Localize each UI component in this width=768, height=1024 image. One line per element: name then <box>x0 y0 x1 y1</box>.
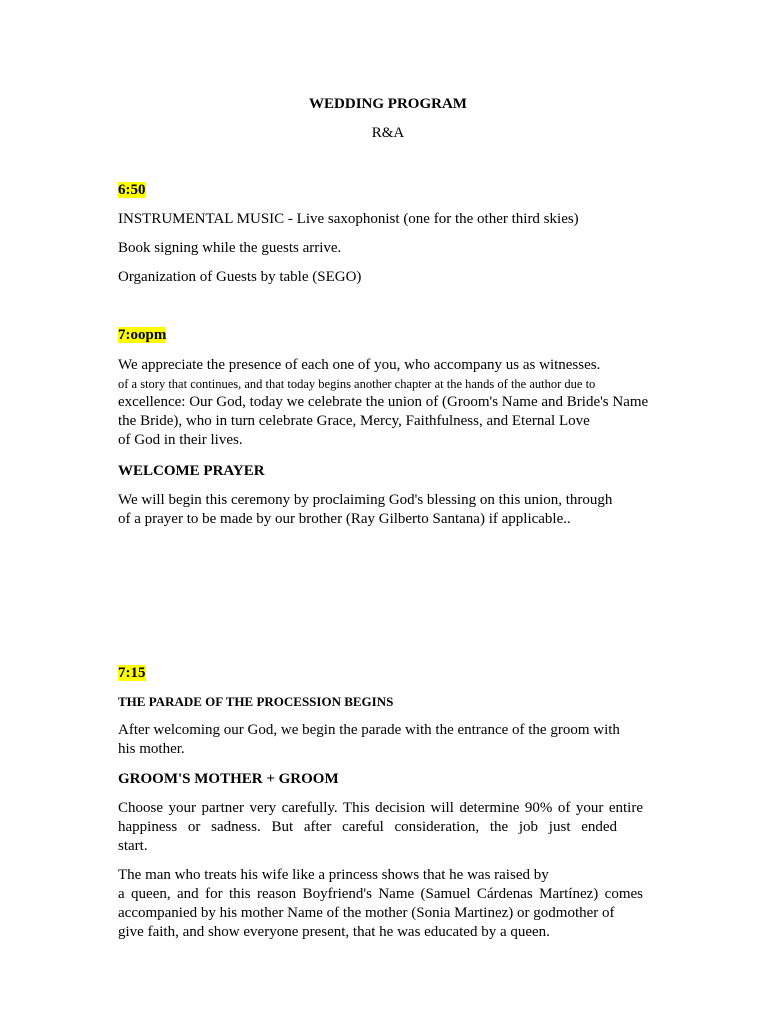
body-line: start. <box>118 838 148 854</box>
body-line: accompanied by his mother Name of the mother (Sonia Martinez) or godmother of <box>118 905 615 921</box>
time-highlight: 7:oopm <box>118 327 167 343</box>
document-subtitle: R&A <box>371 125 405 141</box>
body-line: Choose your partner very carefully. This decision will determine 90% of your entire <box>118 800 643 816</box>
body-line: of a prayer to be made by our brother (Ray Gilberto Santana) if applicable.. <box>118 511 571 527</box>
section-time <box>118 181 146 200</box>
body-line: a queen, and for this reason Boyfriend's Name (Samuel Cárdenas Martínez) comes <box>118 886 643 902</box>
document-title: WEDDING PROGRAM <box>309 96 467 112</box>
body-line: of God in their lives. <box>118 432 243 448</box>
section-time <box>118 664 146 683</box>
body-line: of a story that continues, and that today begins another chapter at the hands of the author due to <box>118 377 596 391</box>
section-heading: THE PARADE OF THE PROCESSION BEGINS <box>118 694 394 709</box>
body-line: his mother. <box>118 741 185 757</box>
body-line: Book signing while the guests arrive. <box>118 240 342 256</box>
time-highlight: 7:15 <box>118 665 146 681</box>
body-line: Organization of Guests by table (SEGO) <box>118 269 362 285</box>
body-line: The man who treats his wife like a princess shows that he was raised by <box>118 867 549 883</box>
section-subheading: GROOM'S MOTHER + GROOM <box>118 771 339 787</box>
section-heading: WELCOME PRAYER <box>118 463 265 479</box>
time-highlight: 6:50 <box>118 182 146 198</box>
body-line: the Bride), who in turn celebrate Grace, Mercy, Faithfulness, and Eternal Love <box>118 413 590 429</box>
section-time <box>118 326 166 345</box>
body-line: happiness or sadness. But after careful consideration, the job just ended <box>118 819 618 835</box>
body-line: After welcoming our God, we begin the parade with the entrance of the groom with <box>118 722 620 738</box>
body-line: excellence: Our God, today we celebrate the union of (Groom's Name and Bride's Name <box>118 394 649 410</box>
body-line: give faith, and show everyone present, that he was educated by a queen. <box>118 924 550 940</box>
body-line: We will begin this ceremony by proclaiming God's blessing on this union, through <box>118 492 613 508</box>
body-line: We appreciate the presence of each one of you, who accompany us as witnesses. <box>118 357 601 373</box>
body-line: INSTRUMENTAL MUSIC - Live saxophonist (one for the other third skies) <box>118 211 579 227</box>
